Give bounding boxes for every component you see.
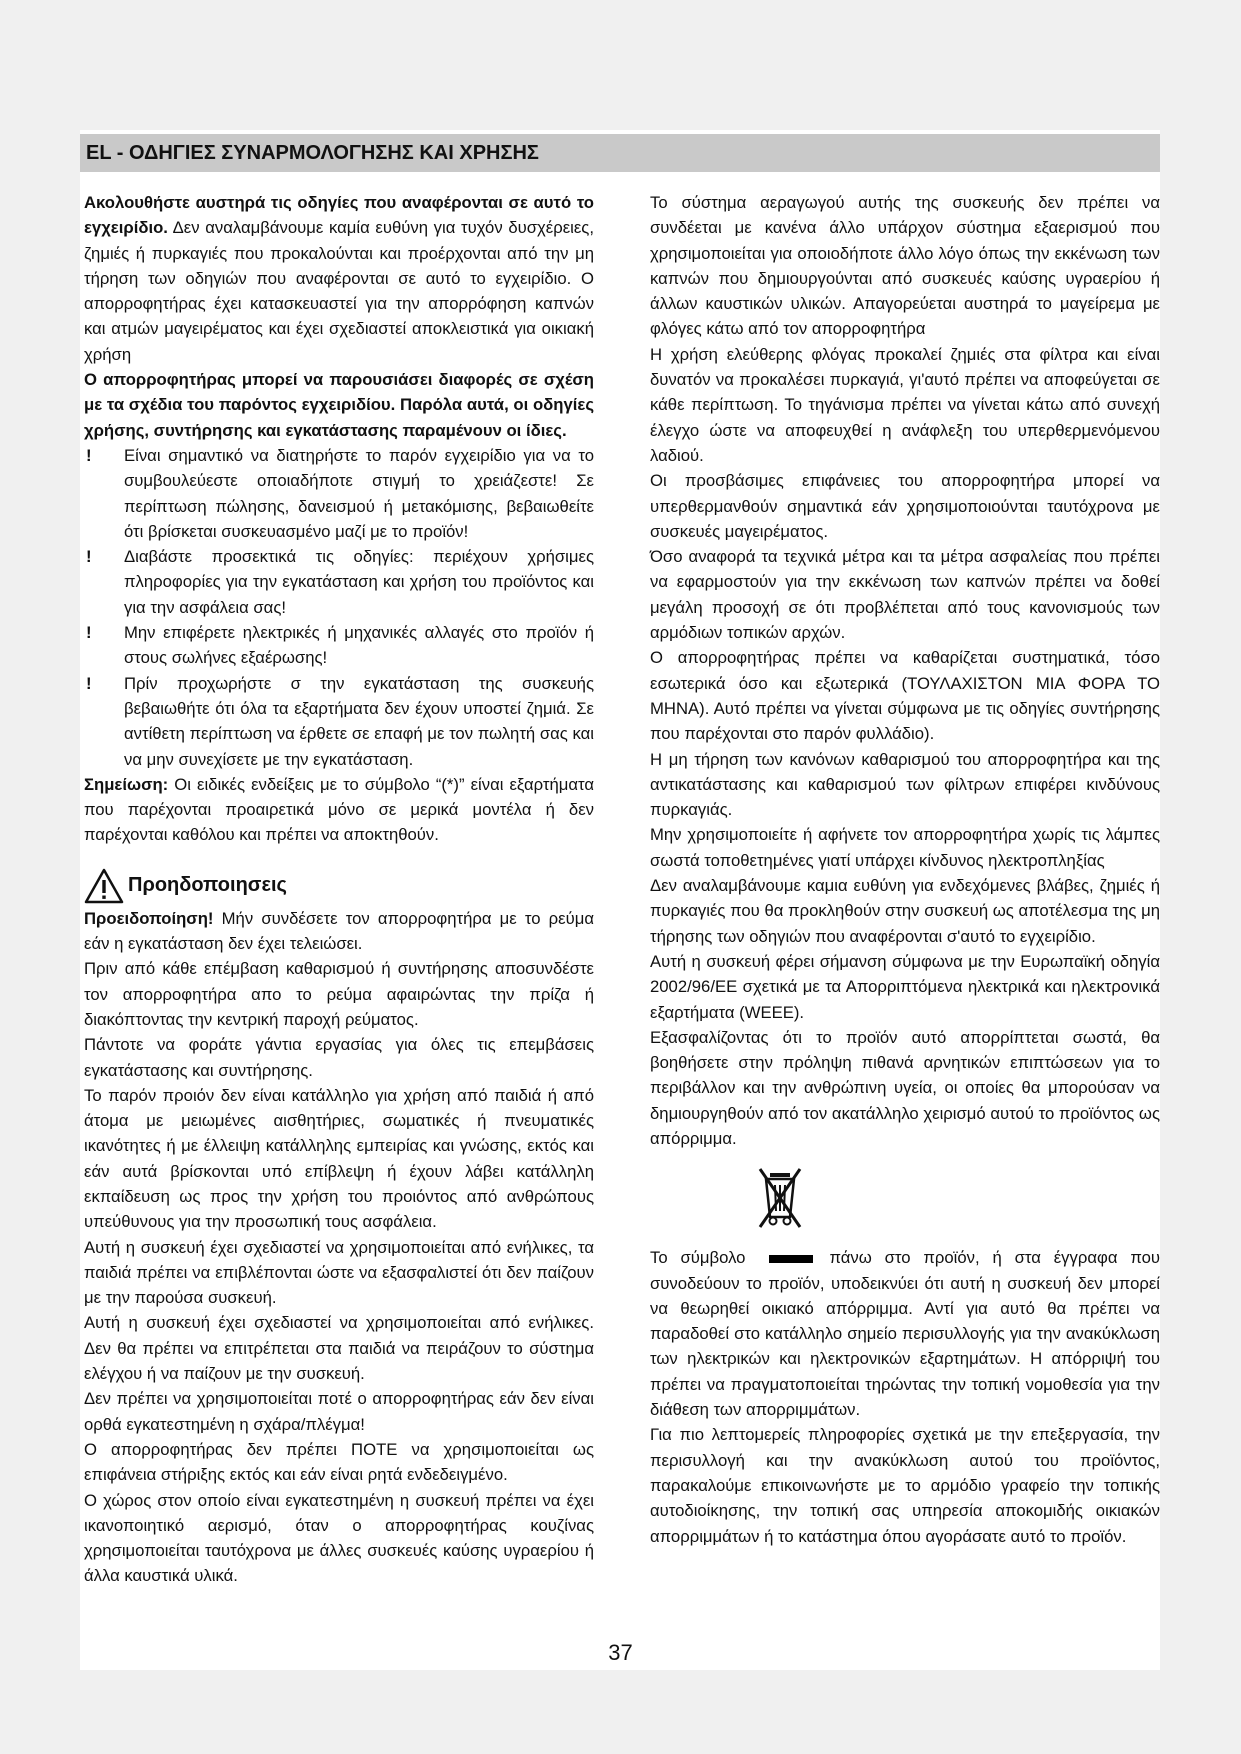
symbol-paragraph (650, 1245, 1160, 1422)
paragraph: Η μη τήρηση των κανόνων καθαρισμού του απορροφητήρα και της αντικατάστασης και καθαρισμού των φίλτρων επιφέρει κινδύνους πυρκαγιάς. (650, 749, 1160, 820)
intro-paragraph (84, 190, 594, 367)
right-column (650, 190, 1160, 1549)
differences-paragraph: Ο απορροφητήρας μπορεί να παρουσιάσει διαφορές σε σχέση με τα σχέδια του παρόντος εγχειριδίου. Παρόλα αυτά, οι οδηγίες χρήσης, συντήρησης και εγκατάστασης παραμένουν οι ίδιες. (84, 370, 594, 440)
crossed-bin-icon (756, 1165, 804, 1231)
symbol-prefix: Το σύμβολο (650, 1248, 746, 1268)
exclamation-icon: ! (86, 547, 92, 567)
paragraph: Όσο αναφορά τα τεχνικά μέτρα και τα μέτρα ασφαλείας που πρέπει να εφαρμοστούν για την εκκένωση των καπνών πρέπει να δοθεί μεγάλη προσοχή σε ότι προβλέπεται από τους κανονισμούς των αρμόδιων τοπικών αρχών. (650, 547, 1160, 643)
paragraph: Δεν πρέπει να χρησιμοποιείται ποτέ ο απορροφητήρας εάν δεν είναι ορθά εγκατεστημένη η σχάρα/πλέγμα! (84, 1389, 594, 1434)
paragraph: Το παρόν προιόν δεν είναι κατάλληλο για χρήση από παιδιά ή από άτομα με μειωμένες αισθητήριες, σωματικές ή πνευματικές ικανότητες ή με έλλειψη κατάλληλης εμπειρίας και γνώσης, εκτός και εάν αυτά βρίσκονται υπό επίβλεψη ή έχουν λάβει κατάλληλη εκπαίδευση ως προς την χρήση του προιόντος από ανθρώπους υπεύθυνους για την προσωπική τους ασφάλεια. (84, 1085, 594, 1232)
bullet-text: Μην επιφέρετε ηλεκτρικές ή μηχανικές αλλαγές στο προϊόν ή στους σωλήνες εξαέρωσης! (124, 623, 594, 668)
paragraph: Πριν από κάθε επέμβαση καθαρισμού ή συντήρησης αποσυνδέστε τον απορροφητήρα απο το ρεύμα αφαιρώντας την πρίζα ή διακόπτοντας την κεντρική παροχή ρεύματος. (84, 959, 594, 1029)
section-header: EL - ΟΔΗΓΙΕΣ ΣΥΝΑΡΜΟΛΟΓΗΣΗΣ ΚΑΙ ΧΡΗΣΗΣ (80, 134, 1160, 172)
paragraph: Μην χρησιμοποιείτε ή αφήνετε τον απορροφητήρα χωρίς τις λάμπες σωστά τοποθετημένες γιατί υπάρχει κίνδυνος ηλεκτροπληξίας (650, 825, 1160, 870)
bullet-item (84, 544, 594, 620)
warning-text: Μήν συνδέσετε τον απορροφητήρα με το ρεύμα εάν η εγκατάσταση δεν έχει τελειώσει. (84, 908, 594, 954)
warning-paragraph (84, 906, 594, 957)
paragraph: Πάντοτε να φοράτε γάντια εργασίας για όλες τις επεμβάσεις εγκατάστασης και συντήρησης. (84, 1035, 594, 1080)
note-label: Σημείωση: (84, 774, 169, 794)
paragraph: Αυτή η συσκευή έχει σχεδιαστεί να χρησιμοποιείται από ενήλικες. Δεν θα πρέπει να επιτρέπεται στα παιδιά να πειράζουν το σύστημα ελέγχου ή να παίζουν με την συσκευή. (84, 1313, 594, 1384)
note-paragraph (84, 772, 594, 848)
page-number: 37 (608, 1640, 633, 1665)
symbol-text: πάνω στο προϊόν, ή στα έγγραφα που συνοδεύουν το προϊόν, υποδεικνύει ότι αυτή η συσκευή δεν μπορεί να θεωρηθεί οικιακό απόρριμμα. Αντί για αυτό θα πρέπει να παραδοθεί στο κατάλληλο σημείο περισυλλογής για την ανακύκλωση των ηλεκτρικών και ηλεκτρονικών εξαρτημάτων. Η απόρριψή του πρέπει να πραγματοποιείται τηρώντας την τοπική νομοθεσία για την διάθεση των απορριμμάτων. (650, 1248, 1161, 1420)
warning-label: Προειδοποίηση! (84, 908, 214, 928)
paragraph: Αυτή η συσκευή φέρει σήμανση σύμφωνα με την Ευρωπαϊκή οδηγία 2002/96/ΕΕ σχετικά με τα Απορριπτόμενα ηλεκτρικά και ηλεκτρονικά εξαρτήματα (WEEE). (650, 951, 1160, 1022)
bullet-text: Διαβάστε προσεκτικά τις οδηγίες: περιέχουν χρήσιμες πληροφορίες για την εγκατάσταση και χρήση του προϊόντος και για την ασφάλεια σας! (124, 547, 594, 617)
exclamation-icon: ! (86, 445, 92, 465)
paragraph: Ο χώρος στον οποίο είναι εγκατεστημένη η συσκευή πρέπει να έχει ικανοποιητικό αερισμό, όταν ο απορροφητήρας κουζίνας χρησιμοποιείται ταυτόχρονα με άλλες συσκευές καύσης υγραερίου ή άλλα καυστικά υλικά. (84, 1490, 594, 1586)
warnings-heading-text: Προηδοποιησεις (128, 874, 287, 897)
warning-triangle-icon (84, 868, 124, 904)
paragraph: Αυτή η συσκευή έχει σχεδιαστεί να χρησιμοποιείται από ενήλικες, τα παιδιά πρέπει να επιβλέπονται ώστε να εξασφαλιστεί ότι δεν παίζουν με την παρούσα συσκευή. (84, 1237, 594, 1308)
black-bar-icon (769, 1255, 813, 1263)
paragraph: Δεν αναλαμβάνουμε καμια ευθύνη για ενδεχόμενες βλάβες, ζημιές ή πυρκαγιές που θα προκληθούν στην συσκευή ως αποτέλεσμα της μη τήρησης των οδηγιών που αναφέρονται σ'αυτό το εγχειρίδιο. (650, 876, 1160, 946)
bullet-text: Πρίν προχωρήστε σ την εγκατάσταση της συσκευής βεβαιωθήτε ότι όλα τα εξαρτήματα δεν έχουν υποστεί ζημιά. Σε αντίθετη περίπτωση να έρθετε σε επαφή με τον πωλητή σας και να μην συνεχίσετε με την εγκατάσταση. (124, 673, 594, 769)
paragraph: Εξασφαλίζοντας ότι το προϊόν αυτό απορρίπτεται σωστά, θα βοηθήσετε στην πρόληψη πιθανά αρνητικών επιπτώσεων για το περιβάλλον και την ανθρώπινη υγεία, οι οποίες θα μπορούσαν να δημιουργηθούν από τον ακατάλληλο χειρισμό αυτού το προϊόντος ως απόρριμμα. (650, 1027, 1160, 1148)
bullet-item (84, 443, 594, 544)
bullet-item (84, 671, 594, 772)
paragraph: Ο απορροφητήρας πρέπει να καθαρίζεται συστηματικά, τόσο εσωτερικά όσο και εξωτερικά (ΤΟΥΛΑΧΙΣΤΟΝ ΜΙΑ ΦΟΡΑ ΤΟ ΜΗΝΑ). Αυτό πρέπει να γίνεται σύμφωνα με τις οδηγίες συντήρησης που παρέχονται στο παρόν φυλλάδιο). (650, 648, 1160, 744)
bullet-item (84, 620, 594, 671)
left-column (84, 190, 594, 1589)
final-paragraph: Για πιο λεπτομερείς πληροφορίες σχετικά με την επεξεργασία, την περισυλλογή και την ανακύκλωση αυτού του προϊόντος, παρακαλούμε επικοινωνήστε με το αρμόδιο γραφείο την τοπικής αυτοδιοίκησης, την τοπική σας υπηρεσία αποκομιδής οικιακών απορριμμάτων ή το κατάστημα όπου αγοράσατε αυτό το προϊόν. (650, 1425, 1160, 1546)
paragraph: Το σύστημα αεραγωγού αυτής της συσκευής δεν πρέπει να συνδέεται με κανένα άλλο υπάρχον σύστημα εξαερισμού που χρησιμοποιείται για οποιοδήποτε άλλο λόγο όπως την εκκένωση των καπνών που δημιουργούνται από συσκευές καύσης υγραερίου ή άλλων καυστικών υλικών. Απαγορεύεται αυστηρά το μαγείρεμα με φλόγες κάτω από τον απορροφητήρα (650, 193, 1160, 339)
paragraph: Η χρήση ελεύθερης φλόγας προκαλεί ζημιές στα φίλτρα και είναι δυνατόν να προκαλέσει πυρκαγιά, γι'αυτό πρέπει να αποφεύγεται σε κάθε περίπτωση. Το τηγάνισμα πρέπει να γίνεται κάτω από συνεχή έλεγχο ώστε να αποφευχθεί η ανάφλεξη του υπερθερμενόμενου λαδιού. (650, 344, 1160, 465)
note-text: Οι ειδικές ενδείξεις με το σύμβολο “(*)” είναι εξαρτήματα που παρέχονται προαιρετικά μόνο σε μερικά μοντέλα ή δεν παρέχονται καθόλου και πρέπει να αποκτηθούν. (84, 774, 594, 845)
intro-bold: Ακολουθήστε αυστηρά τις οδηγίες που αναφέρονται σε αυτό το εγχειρίδιο. (84, 193, 594, 238)
intro-rest: Δεν αναλαμβάνουμε καμία ευθύνη για τυχόν δυσχέρειες, ζημιές ή πυρκαγιές που προκαλούνται και προέρχονται από την μη τήρηση των οδηγιών που αναφέρονται σε αυτό το εγχειρίδιο. Ο απορροφητήρας έχει κατασκευαστεί για την απορρόφηση καπνών και ατμών μαγειρέματος και έχει σχεδιαστεί αποκλειστικά για οικιακή χρήση (84, 218, 594, 364)
bullet-text: Είναι σημαντικό να διατηρήστε το παρόν εγχειρίδιο για να το συμβουλεύεστε οποιαδήποτε στιγμή το χρειάζεστε! Σε περίπτωση πώλησης, δανεισμού ή μετακόμισης, βεβαιωθείτε ότι βρίσκεται συσκευασμένο μαζί με το προϊόν! (124, 445, 594, 541)
weee-symbol-area (650, 1165, 1160, 1245)
paragraph: Ο απορροφητήρας δεν πρέπει ΠΟΤΕ να χρησιμοποιείται ως επιφάνεια στήριξης εκτός και εάν είναι ρητά ενδεδειγμένο. (84, 1439, 594, 1485)
exclamation-icon: ! (86, 623, 92, 643)
exclamation-icon: ! (86, 673, 92, 693)
warnings-heading (84, 866, 594, 906)
paragraph: Οι προσβάσιμες επιφάνειες του απορροφητήρα μπορεί να υπερθερμανθούν σημαντικά εάν χρησιμοποιούνται ταυτόχρονα με συσκευές μαγειρέματος. (650, 471, 1160, 541)
